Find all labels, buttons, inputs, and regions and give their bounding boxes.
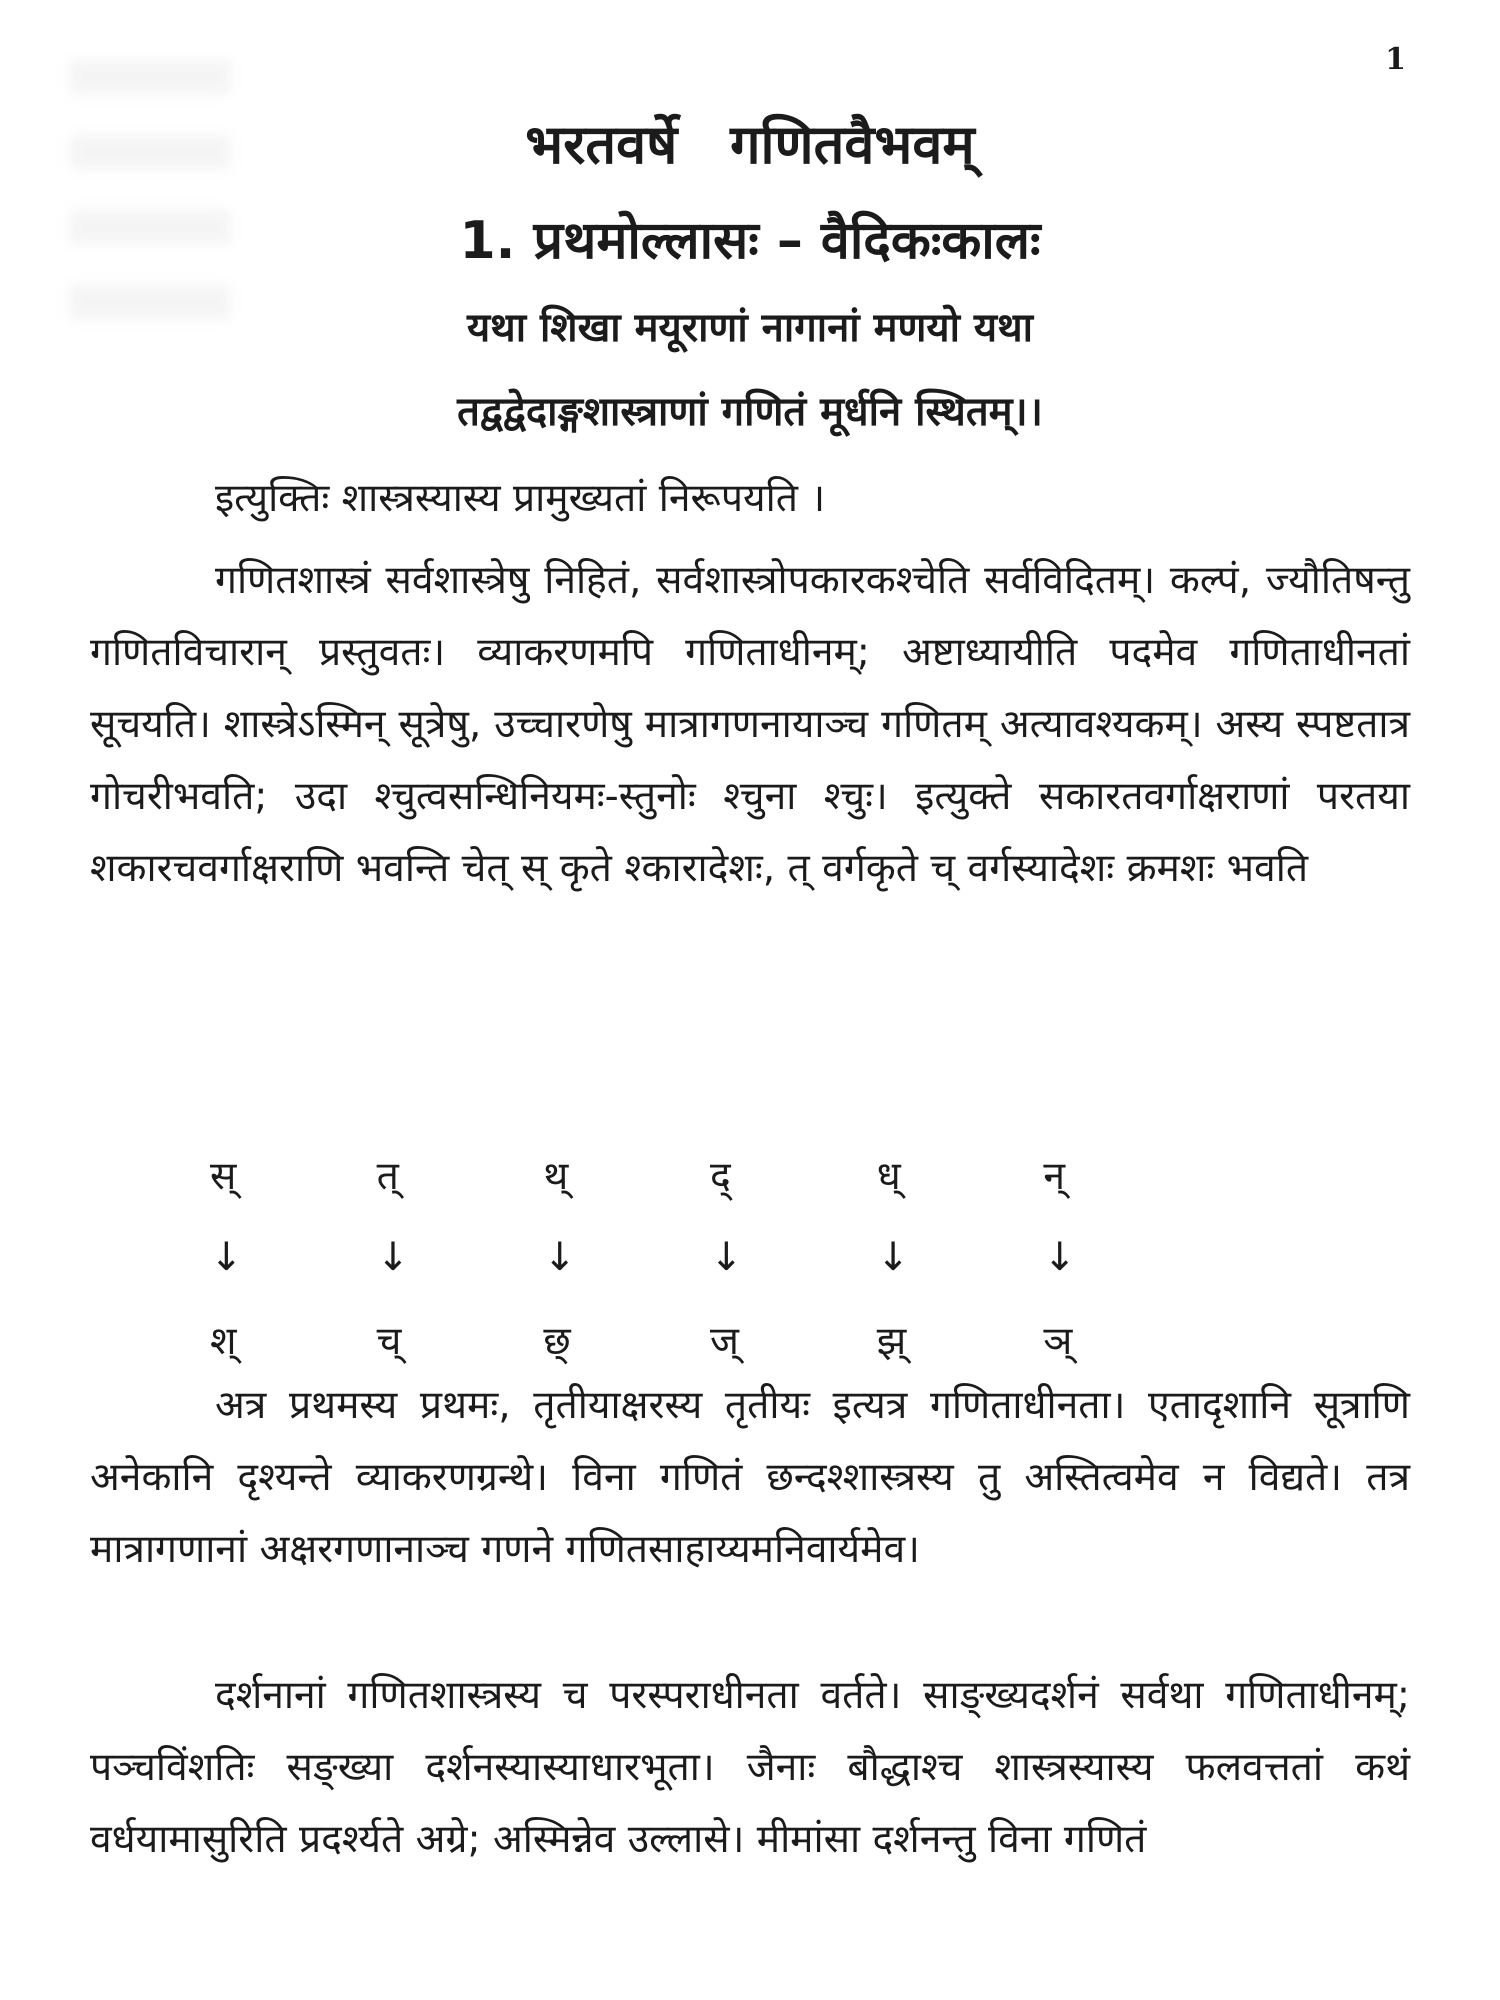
- letter: ञ्: [1043, 1318, 1073, 1364]
- letter: द्: [710, 1153, 731, 1199]
- letter: स्: [210, 1153, 237, 1199]
- letter: ध्: [876, 1153, 901, 1199]
- page-number: 1: [1385, 42, 1406, 77]
- down-arrow-icon: ↓: [376, 1234, 410, 1280]
- show-through-smudge: [70, 60, 230, 94]
- letter: थ्: [543, 1153, 569, 1199]
- verse-line: यथा शिखा मयूराणां नागानां मणयो यथा: [466, 305, 1034, 351]
- down-arrow-icon: ↓: [1043, 1234, 1077, 1280]
- intro-line: इत्युक्तिः शास्त्रस्यास्य प्रामुख्यतां निरूपयति ।: [215, 476, 826, 521]
- verse-line: तद्वद्वेदाङ्गशास्त्राणां गणितं मूर्धनि स्थितम्।।: [457, 389, 1043, 435]
- letter: झ्: [876, 1318, 907, 1364]
- down-arrow-icon: ↓: [543, 1234, 577, 1280]
- letter-row-bottom: [210, 1300, 1210, 1378]
- letter: च्: [376, 1318, 402, 1364]
- down-arrow-icon: ↓: [210, 1234, 243, 1280]
- letter: छ्: [543, 1318, 571, 1364]
- body-paragraph: दर्शनानां गणितशास्त्रस्य च परस्पराधीनता वर्तते। साङ्ख्यदर्शनं सर्वथा गणिताधीनम्; पञ्चविंशतिः सङ्ख्या दर्शनस्यास्याधारभूता। जैनाः बौद्धाश्च शास्त्रस्यास्य फलवत्ततां कथं वर्धयामासुरिति प्रदर्श्यते अग्रे; अस्मिन्नेव उल्लासे। मीमांसा दर्शनन्तु विना गणितं: [90, 1673, 1410, 1862]
- chapter-title: 1. प्रथमोल्लासः – वैदिकःकालः: [459, 211, 1041, 271]
- letter: त्: [376, 1153, 399, 1199]
- body-paragraph: गणितशास्त्रं सर्वशास्त्रेषु निहितं, सर्वशास्त्रोपकारकश्चेति सर्वविदितम्। कल्पं, ज्यौतिषन्तु गणितविचारान् प्रस्तुवतः। व्याकरणमपि गणिताधीनम्; अष्टाध्यायीति पदमेव गणिताधीनतां सूचयति। शास्त्रेऽस्मिन् सूत्रेषु, उच्चारणेषु मात्रागणनायाञ्च गणितम् अत्यावश्यकम्। अस्य स्पष्टतात्र गोचरीभवति; उदा श्चुत्वसन्धिनियमः-स्तुनोः श्चुना श्चुः। इत्युक्ते सकारतवर्गाक्षराणां परतया शकारचवर्गाक्षराणि भवन्ति चेत् स् कृते श्कारादेशः, त् वर्गकृते च् वर्गस्यादेशः क्रमशः भवति: [90, 558, 1410, 891]
- book-title: भरतवर्षे गणितवैभवम्: [525, 113, 975, 176]
- body-paragraph: अत्र प्रथमस्य प्रथमः, तृतीयाक्षरस्य तृतीयः इत्यत्र गणिताधीनता। एतादृशानि सूत्राणि अनेकानि दृश्यन्ते व्याकरणग्रन्थे। विना गणितं छन्दश्शास्त्रस्य तु अस्तित्वमेव न विद्यते। तत्र मात्रागणानां अक्षरगणानाञ्च गणने गणितसाहाय्यमनिवार्यमेव।: [90, 1383, 1410, 1572]
- letter-row-top: [210, 1135, 1210, 1213]
- arrow-row: [210, 1218, 1210, 1296]
- down-arrow-icon: ↓: [710, 1234, 743, 1280]
- down-arrow-icon: ↓: [876, 1234, 910, 1280]
- letter: श्: [210, 1318, 237, 1364]
- letter: ज्: [710, 1318, 739, 1364]
- letter: न्: [1043, 1153, 1066, 1199]
